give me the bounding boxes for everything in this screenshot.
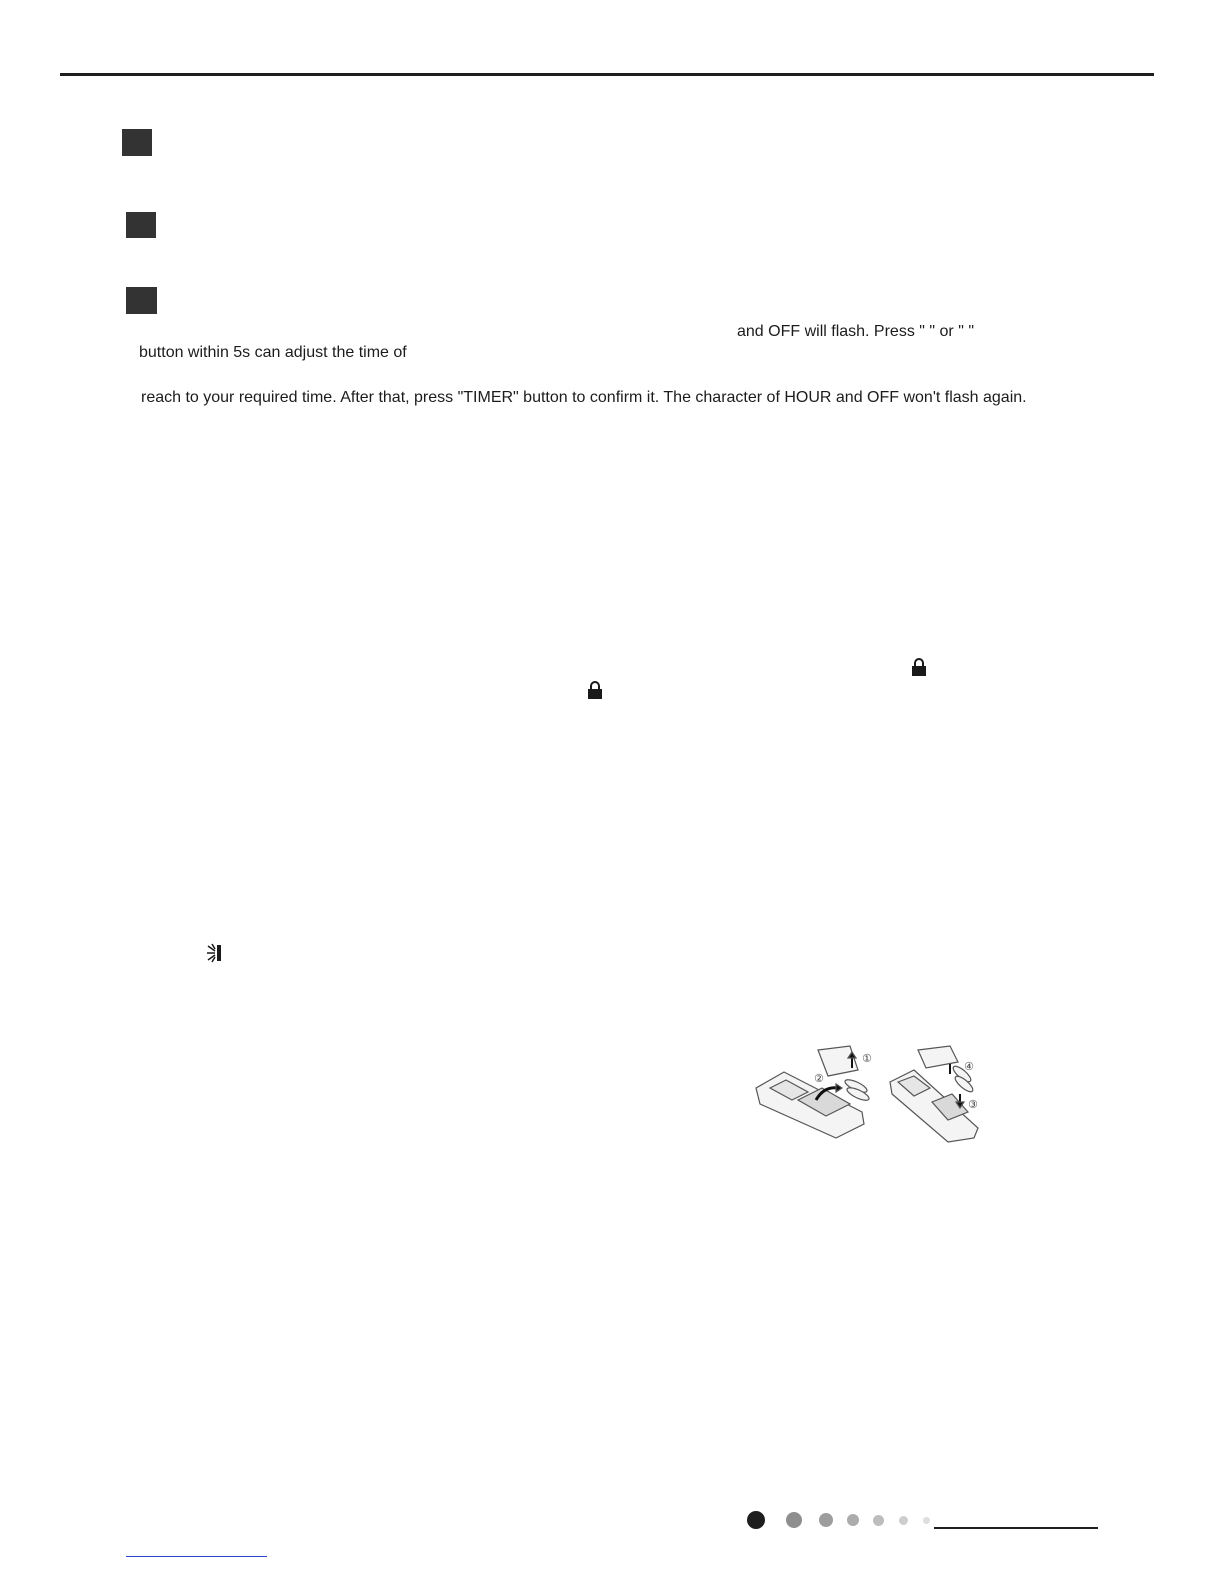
footer-dot xyxy=(819,1513,833,1527)
step-number-3: ③ xyxy=(968,1098,978,1111)
footer-dot xyxy=(899,1516,908,1525)
step-number-1: ① xyxy=(862,1052,872,1065)
header-rule xyxy=(60,73,1154,76)
footer-dot xyxy=(786,1512,802,1528)
timer-text-line-1: and OFF will flash. Press " " or " " xyxy=(737,323,974,340)
footer-dot xyxy=(923,1517,930,1524)
footer-dot xyxy=(847,1514,859,1526)
timer-text-line-3: reach to your required time. After that, press "TIMER" button to confirm it. The character of HOUR and OFF won't flash again. xyxy=(141,389,1027,406)
section-marker-icon xyxy=(126,212,156,238)
section-marker-icon xyxy=(126,287,157,314)
footer-dot xyxy=(747,1511,765,1529)
section-marker-icon xyxy=(122,129,152,156)
footer-link-underline[interactable] xyxy=(126,1556,267,1557)
step-number-4: ④ xyxy=(964,1060,974,1073)
light-icon xyxy=(205,943,223,963)
lock-icon xyxy=(587,680,603,700)
footer-rule xyxy=(934,1527,1098,1529)
remote-left-illustration xyxy=(756,1046,871,1138)
footer-dot xyxy=(873,1515,884,1526)
timer-text-line-2: button within 5s can adjust the time of xyxy=(139,344,407,361)
step-number-2: ② xyxy=(814,1072,824,1085)
lock-icon xyxy=(911,657,927,677)
battery-replacement-figure xyxy=(752,1042,988,1146)
